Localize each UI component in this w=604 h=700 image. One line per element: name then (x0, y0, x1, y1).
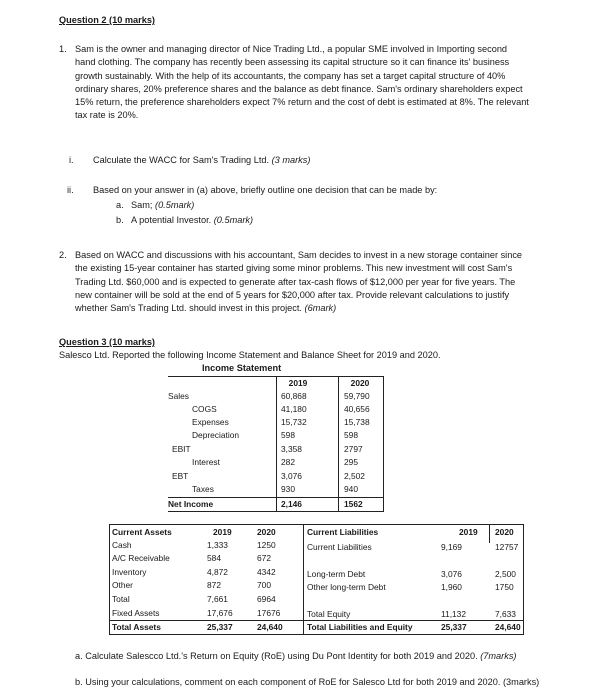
item-2-marks: (6mark) (304, 303, 337, 314)
sub-a-number: a. (116, 200, 124, 210)
bs-label-other-long-term-debt: Other long-term Debt (307, 582, 386, 592)
bs-total-equity-2020: 7,633 (495, 609, 516, 619)
bs-total-2019: 7,661 (207, 594, 228, 604)
bs-inventory-2020: 4342 (257, 567, 276, 577)
bs-liab-year-2020: 2020 (495, 527, 514, 537)
item-1-text: Sam is the owner and managing director of Nice Trading Ltd., a popular SME involved in Importing second hand clothing. The company has recently been assessing its capital structure so it can finance its' business growth sustainably. With the help of its accountants, the company has set a target capital structure of 40% ordinary shares, 20% preference shares and the balance as debt finance. Sam's ordinary shareholders expect 15% return, the preference shareholders expect 7% return and the cost of debt is estimated at 8%. The relevant tax rate is 20%. (75, 44, 529, 121)
bs-label-inventory: Inventory (112, 567, 147, 577)
sub-a-line (131, 199, 194, 212)
question-3b (75, 676, 545, 689)
income-statement-title: Income Statement (202, 363, 282, 373)
bs-label-other: Other (112, 580, 133, 590)
income-ebit-2019: 3,358 (281, 444, 302, 454)
income-ebt-2020: 2,502 (344, 471, 365, 481)
bs-other-2019: 872 (207, 580, 221, 590)
bs-cash-2019: 1,333 (207, 540, 228, 550)
bs-right-border (523, 524, 524, 635)
income-taxes-2020: 940 (344, 484, 358, 494)
income-year-2019: 2019 (288, 378, 308, 388)
income-label-taxes: Taxes (192, 484, 214, 494)
question-3b-text: b. Using your calculations, comment on each component of RoE for Salesco Ltd for both 2019 and 2020. (75, 677, 501, 687)
income-bottom-rule (168, 511, 384, 512)
income-right-border (383, 376, 384, 512)
income-ebit-2020: 2797 (344, 444, 363, 454)
income-expenses-2020: 15,738 (344, 417, 370, 427)
bs-total-assets-2020: 24,640 (257, 622, 283, 632)
income-col-divider-2 (338, 376, 339, 512)
income-depreciation-2019: 598 (281, 430, 295, 440)
bs-middle-divider (303, 524, 304, 635)
bs-label-total: Total (112, 594, 130, 604)
income-label-net-income: Net Income (168, 499, 214, 509)
bs-current-liabilities-2020: 12757 (495, 542, 519, 552)
income-sales-2019: 60,868 (281, 391, 307, 401)
sub-a-marks: (0.5mark) (155, 200, 195, 210)
bs-bottom-rule (109, 634, 524, 635)
income-sales-2020: 59,790 (344, 391, 370, 401)
bs-label-current-liabilities: Current Liabilities (307, 542, 372, 552)
sub-i-marks: (3 marks) (271, 155, 311, 165)
bs-total-liabilities-equity-2020: 24,640 (495, 622, 521, 632)
question-3b-marks: (3marks) (503, 677, 540, 687)
income-expenses-2019: 15,732 (281, 417, 307, 427)
bs-total-assets-2019: 25,337 (207, 622, 233, 632)
bs-total-2020: 6964 (257, 594, 276, 604)
bs-other-2020: 700 (257, 580, 271, 590)
bs-top-rule (109, 524, 524, 525)
item-2-text (75, 249, 530, 315)
income-interest-2019: 282 (281, 457, 295, 467)
bs-label-cash: Cash (112, 540, 132, 550)
bs-receivable-2019: 584 (207, 553, 221, 563)
bs-label-fixed-assets: Fixed Assets (112, 608, 160, 618)
bs-label-long-term-debt: Long-term Debt (307, 569, 366, 579)
sub-ii-text: Based on your answer in (a) above, briefly outline one decision that can be made by: (93, 185, 438, 195)
bs-cash-2020: 1250 (257, 540, 276, 550)
bs-receivable-2020: 672 (257, 553, 271, 563)
bs-label-receivable: A/C Receivable (112, 553, 170, 563)
bs-label-total-liabilities-equity: Total Liabilities and Equity (307, 622, 413, 632)
bs-current-liabilities-header: Current Liabilities (307, 527, 379, 537)
bs-inventory-2019: 4,872 (207, 567, 228, 577)
income-cogs-2020: 40,656 (344, 404, 370, 414)
income-label-cogs: COGS (192, 404, 217, 414)
income-net-2019: 2,146 (281, 499, 302, 509)
bs-assets-year-2019: 2019 (213, 527, 232, 537)
income-label-sales: Sales (168, 391, 189, 401)
bs-other-long-term-debt-2019: 1,960 (441, 582, 462, 592)
bs-total-liabilities-equity-2019: 25,337 (441, 622, 467, 632)
item-2-body: Based on WACC and discussions with his accountant, Sam decides to invest in a new storage container since the existing 15-year container has started giving some minor problems. This new investment will cost Sam's Trading Ltd. $60,000 and is expected to generate after tax-cash flows of $12,000 per year for five years. The new container will be sold at the end of 5 years for $20,000 after tax. Provide relevant calculations to justify whether Sam's Trading Ltd. should invest in this project. (75, 250, 523, 314)
bs-current-liabilities-2019: 9,169 (441, 542, 462, 552)
income-label-depreciation: Depreciation (192, 430, 240, 440)
sub-b-line (131, 214, 253, 227)
item-1-number: 1. (59, 44, 67, 54)
sub-b-number: b. (116, 215, 124, 225)
income-label-ebt: EBT (172, 471, 189, 481)
income-interest-2020: 295 (344, 457, 358, 467)
sub-i-number: i. (69, 155, 74, 165)
income-year-2020: 2020 (350, 378, 370, 388)
income-taxes-2019: 930 (281, 484, 295, 494)
sub-b-marks: (0.5mark) (213, 215, 254, 225)
income-col-divider-1 (276, 376, 277, 512)
question-3-intro: Salesco Ltd. Reported the following Income Statement and Balance Sheet for 2019 and 2020. (59, 350, 441, 360)
sub-i-line (93, 154, 310, 167)
bs-current-assets-header: Current Assets (112, 527, 172, 537)
question-2-heading: Question 2 (10 marks) (59, 15, 155, 25)
bs-label-total-assets: Total Assets (112, 622, 161, 632)
income-net-2020: 1562 (344, 499, 363, 509)
bs-total-equity-2019: 11,132 (441, 609, 466, 619)
question-3a-text: a. Calculate Salescco Ltd.'s Return on Equity (RoE) using Du Pont Identity for both 2019 and 2020. (75, 651, 478, 661)
bs-left-border (109, 524, 110, 635)
income-label-expenses: Expenses (192, 417, 229, 427)
income-depreciation-2020: 598 (344, 430, 358, 440)
bs-liab-year-2019: 2019 (459, 527, 478, 537)
income-cogs-2019: 41,180 (281, 404, 307, 414)
sub-ii-number: ii. (67, 185, 74, 195)
bs-fixed-assets-2020: 17676 (257, 608, 281, 618)
income-label-interest: Interest (192, 457, 220, 467)
sub-b-text: A potential Investor. (131, 215, 212, 225)
question-3-heading: Question 3 (10 marks) (59, 337, 155, 347)
bs-year-divider (489, 524, 490, 543)
bs-label-total-equity: Total Equity (307, 609, 351, 619)
bs-other-long-term-debt-2020: 1750 (495, 582, 514, 592)
item-2-number: 2. (59, 250, 67, 260)
question-3a-marks: (7marks) (480, 651, 517, 661)
sub-i-text: Calculate the WACC for Sam's Trading Ltd. (93, 155, 270, 165)
bs-assets-year-2020: 2020 (257, 527, 276, 537)
bs-long-term-debt-2020: 2,500 (495, 569, 516, 579)
income-ebt-2019: 3,076 (281, 471, 302, 481)
income-label-ebit: EBIT (172, 444, 191, 454)
question-3a (75, 650, 516, 663)
sub-a-text: Sam; (131, 200, 153, 210)
bs-fixed-assets-2019: 17,676 (207, 608, 233, 618)
bs-long-term-debt-2019: 3,076 (441, 569, 462, 579)
